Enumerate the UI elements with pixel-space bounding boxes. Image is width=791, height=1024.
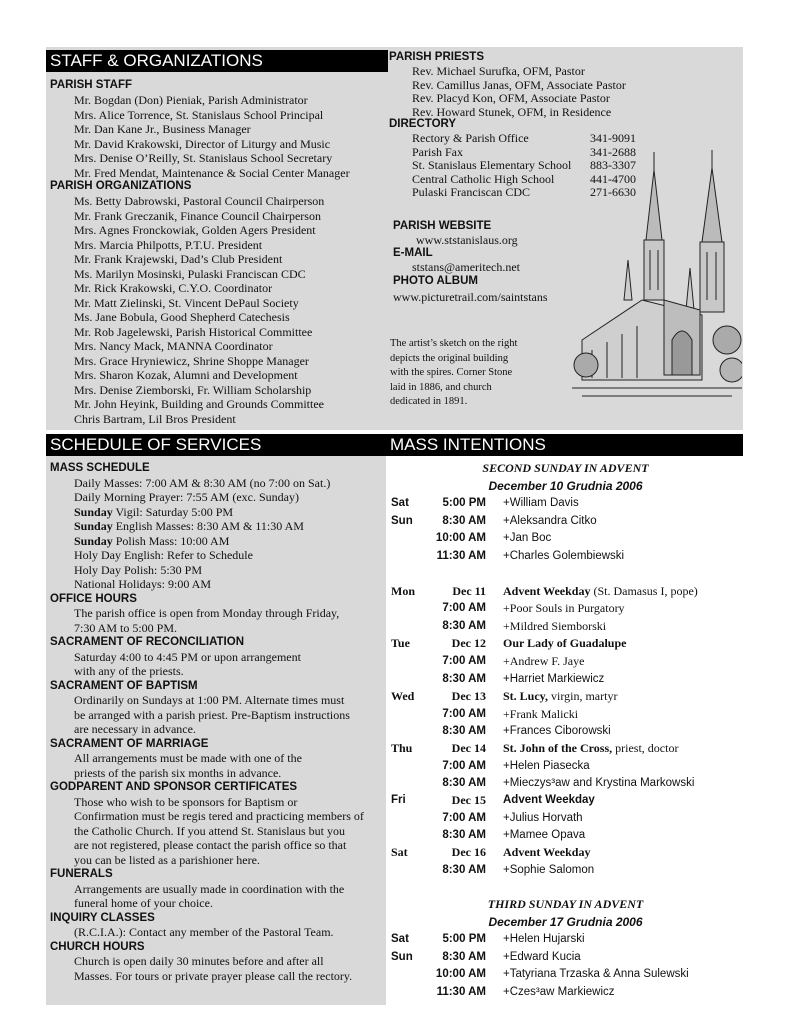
- intention-detail: +Julius Horvath: [503, 812, 583, 824]
- inquiry-line: (R.C.I.A.): Contact any member of the Pastoral Team.: [74, 925, 334, 939]
- intention-detail: +Mildred Siemborski: [503, 619, 607, 633]
- directory-heading: DIRECTORY: [389, 118, 457, 130]
- intention-detail: +Harriet Markiewicz: [503, 673, 605, 685]
- feast-name: Advent Weekday: [503, 845, 591, 859]
- organization-item: Mrs. Denise Ziemborski, Fr. William Scholarship: [74, 382, 312, 397]
- intention-text: [503, 496, 579, 510]
- intention-time: 7:00 AM: [442, 655, 486, 667]
- intention-text: [503, 932, 585, 946]
- intention-time: 8:30 AM: [442, 951, 486, 963]
- intention-time: 8:30 AM: [442, 829, 486, 841]
- godparent-line: Those who wish to be sponsors for Baptism or: [74, 794, 298, 809]
- mass-time-text: Daily Morning Prayer: 7:55 AM (exc. Sunday): [74, 490, 299, 504]
- organization-item: Ms. Marilyn Mosinski, Pulaski Franciscan CDC: [74, 266, 306, 281]
- staff-item: Mr. Fred Mendat, Maintenance & Social Center Manager: [74, 165, 350, 180]
- godparent-line: the Catholic Church. If you attend St. Stanislaus but you: [74, 823, 345, 838]
- intention-detail: +Czes³aw Markiewicz: [503, 986, 615, 998]
- intention-text: [503, 689, 617, 703]
- intention-detail: +Sophie Salomon: [503, 864, 595, 876]
- staff-item: Mr. David Krakowski, Director of Liturgy and Music: [74, 136, 331, 151]
- staff-item: Mrs. Alice Torrence, St. Stanislaus School Principal: [74, 107, 324, 122]
- intention-text: [503, 601, 625, 615]
- intention-time: 5:00 PM: [442, 497, 486, 509]
- intention-time: 8:30 AM: [442, 673, 486, 685]
- intention-detail: +Charles Golembiewski: [503, 550, 625, 562]
- directory-name: Rectory & Parish Office: [412, 131, 529, 145]
- intention-detail: +Jan Boc: [503, 532, 552, 544]
- organization-item: Mrs. Agnes Fronckowiak, Golden Agers President: [74, 223, 316, 237]
- intention-time: 7:00 AM: [442, 812, 486, 824]
- intention-time: 8:30 AM: [442, 777, 486, 789]
- caption-line: The artist’s sketch on the right: [390, 338, 518, 349]
- intention-day: Sun: [391, 515, 413, 527]
- priest-item: Rev. Howard Stunek, OFM, in Residence: [412, 104, 612, 119]
- church-hours-line: Masses. For tours or private prayer please call the rectory.: [74, 968, 353, 983]
- funerals-line: funeral home of your choice.: [74, 896, 213, 910]
- organization-item: Mr. Frank Greczanik, Finance Council Chairperson: [74, 208, 321, 223]
- intention-time: 7:00 AM: [442, 708, 486, 720]
- intention-detail: +Helen Hujarski: [503, 933, 585, 945]
- organization-item: Mr. Rick Krakowski, C.Y.O. Coordinator: [74, 281, 273, 295]
- organization-item: Mrs. Nancy Mack, MANNA Coordinator: [74, 339, 273, 353]
- organization-item: Mrs. Marcia Philpotts, P.T.U. President: [74, 237, 263, 252]
- intention-time: Dec 16: [451, 845, 486, 859]
- intention-time: 11:30 AM: [436, 550, 486, 562]
- intention-day: Sat: [391, 933, 409, 945]
- mass-time-text: Daily Masses: 7:00 AM & 8:30 AM (no 7:00 on Sat.): [74, 475, 331, 490]
- intention-text: [503, 741, 678, 755]
- intention-detail: +Andrew F. Jaye: [503, 654, 585, 668]
- intention-text: [503, 985, 615, 999]
- caption-line: with the spires. Corner Stone: [390, 367, 513, 378]
- intention-time: 8:30 AM: [442, 515, 486, 527]
- feast-name: Advent Weekday: [503, 794, 595, 806]
- reconciliation-line: Saturday 4:00 to 4:45 PM or upon arrangement: [74, 649, 301, 664]
- directory-name: Central Catholic High School: [412, 171, 555, 186]
- feast-name: Advent Weekday: [503, 584, 591, 598]
- office-hours-line: The parish office is open from Monday through Friday,: [74, 606, 340, 620]
- organization-item: Chris Bartram, Lil Bros President: [74, 411, 236, 426]
- intention-text: [503, 549, 624, 563]
- intention-detail: (St. Damasus I, pope): [590, 584, 698, 598]
- godparent-heading: GODPARENT AND SPONSOR CERTIFICATES: [50, 781, 298, 793]
- photo-album-link[interactable]: www.picturetrail.com/saintstans: [393, 290, 548, 304]
- mass-time-text: Holy Day English: Refer to Schedule: [74, 548, 253, 562]
- intention-text: [503, 724, 611, 738]
- intention-detail: +Tatyriana Trzaska & Anna Sulewski: [503, 968, 689, 980]
- intention-detail: +Aleksandra Citko: [503, 515, 597, 527]
- intention-day: Wed: [391, 689, 415, 703]
- intention-detail: virgin, martyr: [548, 689, 618, 703]
- intention-detail: priest, doctor: [612, 741, 679, 755]
- email-link[interactable]: ststans@ameritech.net: [412, 260, 521, 274]
- mass-schedule-line: [74, 534, 229, 548]
- organization-item: Mrs. Sharon Kozak, Alumni and Development: [74, 368, 298, 382]
- organization-item: Ms. Betty Dabrowski, Pastoral Council Chairperson: [74, 194, 325, 208]
- mass-day-label: Sunday: [74, 504, 113, 519]
- intention-text: [503, 950, 581, 964]
- intention-time: Dec 12: [451, 636, 486, 650]
- photo-album-heading: PHOTO ALBUM: [393, 275, 478, 287]
- intention-detail: +Frances Ciborowski: [503, 725, 611, 737]
- intentions-title: MASS INTENTIONS: [386, 434, 743, 456]
- organization-item: Ms. Jane Bobula, Good Shepherd Catechesis: [74, 310, 290, 324]
- email-heading: E-MAIL: [393, 247, 433, 259]
- intention-detail: +Mamee Opava: [503, 829, 586, 841]
- directory-name: Parish Fax: [412, 144, 463, 159]
- intention-detail: +Mieczys³aw and Krystina Markowski: [503, 777, 695, 789]
- reconciliation-line: with any of the priests.: [74, 664, 184, 678]
- inquiry-heading: INQUIRY CLASSES: [50, 911, 155, 924]
- week2-date: December 17 Grudnia 2006: [488, 915, 643, 929]
- directory-name: St. Stanislaus Elementary School: [412, 158, 572, 172]
- parish-priests-heading: PARISH PRIESTS: [389, 51, 484, 63]
- feast-name: Our Lady of Guadalupe: [503, 636, 627, 650]
- mass-schedule-line: [74, 476, 330, 490]
- intention-time: 7:00 AM: [442, 760, 486, 772]
- mass-time-text: Polish Mass: 10:00 AM: [112, 533, 230, 548]
- week1-title: SECOND SUNDAY IN ADVENT: [482, 461, 649, 475]
- intention-detail: +William Davis: [503, 497, 579, 509]
- intention-time: Dec 11: [452, 584, 486, 598]
- reconciliation-heading: SACRAMENT OF RECONCILIATION: [50, 636, 245, 648]
- priest-item: Rev. Michael Surufka, OFM, Pastor: [412, 64, 585, 78]
- baptism-heading: SACRAMENT OF BAPTISM: [50, 679, 198, 692]
- intention-text: [503, 863, 594, 877]
- godparent-line: you can be listed as a parishioner here.: [74, 852, 260, 867]
- staff-title: STAFF & ORGANIZATIONS: [46, 50, 388, 72]
- mass-schedule-line: [74, 505, 233, 519]
- intention-text: [503, 828, 585, 842]
- intention-day: Sun: [391, 951, 413, 963]
- intention-text: [503, 531, 551, 545]
- website-heading: PARISH WEBSITE: [393, 220, 492, 232]
- mass-schedule-heading: MASS SCHEDULE: [50, 462, 150, 474]
- baptism-line: are necessary in advance.: [74, 722, 196, 736]
- intention-text: [503, 636, 626, 650]
- intention-time: Dec 15: [451, 793, 486, 807]
- intention-text: [503, 759, 590, 773]
- intention-time: 8:30 AM: [442, 864, 486, 876]
- feast-name: St. Lucy,: [503, 689, 549, 703]
- intention-text: [503, 811, 583, 825]
- mass-day-label: Sunday: [74, 533, 113, 548]
- intention-detail: +Frank Malicki: [503, 707, 579, 721]
- intention-detail: +Poor Souls in Purgatory: [503, 601, 625, 615]
- intention-day: Sat: [391, 845, 408, 859]
- intention-time: 10:00 AM: [435, 532, 486, 544]
- week1-date: December 10 Grudnia 2006: [488, 479, 643, 493]
- intention-text: [503, 707, 578, 721]
- organization-item: Mr. Rob Jagelewski, Parish Historical Committee: [74, 324, 313, 339]
- priest-item: Rev. Placyd Kon, OFM, Associate Pastor: [412, 91, 610, 105]
- directory-phone: 271-6630: [590, 185, 636, 199]
- intention-time: Dec 14: [451, 741, 486, 755]
- directory-phone: 883-3307: [590, 158, 636, 172]
- directory-name: Pulaski Franciscan CDC: [412, 185, 530, 199]
- intention-text: [503, 514, 597, 528]
- priest-item: Rev. Camillus Janas, OFM, Associate Pastor: [412, 77, 626, 92]
- directory-phone: 341-9091: [590, 131, 636, 145]
- intention-day: Thu: [391, 741, 413, 755]
- intention-detail: +Helen Piasecka: [503, 760, 590, 772]
- godparent-line: are not registered, please contact the parish office so that: [74, 838, 347, 852]
- organization-item: Mr. Frank Krajewski, Dad’s Club President: [74, 252, 283, 266]
- staff-item: Mr. Dan Kane Jr., Business Manager: [74, 122, 251, 136]
- mass-day-label: Sunday: [74, 519, 113, 533]
- organization-item: Mr. John Heyink, Building and Grounds Committee: [74, 397, 324, 411]
- intention-day: Mon: [391, 584, 415, 598]
- baptism-line: be arranged with a parish priest. Pre-Baptism instructions: [74, 707, 350, 722]
- intention-time: 7:00 AM: [442, 602, 486, 614]
- caption-line: laid in 1886, and church: [390, 381, 492, 393]
- caption-line: depicts the original building: [390, 352, 509, 364]
- mass-time-text: National Holidays: 9:00 AM: [74, 577, 211, 591]
- mass-time-text: Vigil: Saturday 5:00 PM: [112, 504, 234, 519]
- intention-time: 11:30 AM: [436, 986, 486, 998]
- intention-time: 8:30 AM: [442, 725, 486, 737]
- feast-name: St. John of the Cross,: [503, 741, 613, 755]
- intention-day: Tue: [391, 636, 410, 650]
- baptism-line: Ordinarily on Sundays at 1:00 PM. Alternate times must: [74, 693, 345, 707]
- mass-schedule-line: [74, 577, 211, 591]
- mass-time-text: English Masses: 8:30 AM & 11:30 AM: [112, 519, 304, 533]
- intention-text: [503, 793, 595, 807]
- intention-text: [503, 776, 694, 790]
- organization-item: Mrs. Grace Hryniewicz, Shrine Shoppe Manager: [74, 353, 309, 368]
- parish-staff-heading: PARISH STAFF: [50, 79, 132, 91]
- church-hours-heading: CHURCH HOURS: [50, 940, 145, 953]
- intention-text: [503, 654, 584, 668]
- caption-line: dedicated in 1891.: [390, 396, 468, 407]
- intention-day: Fri: [391, 794, 406, 806]
- intention-text: [503, 967, 689, 981]
- intention-text: [503, 619, 606, 633]
- godparent-line: Confirmation must be regis tered and practicing members of: [74, 809, 364, 823]
- directory-phone: 441-4700: [590, 171, 636, 186]
- marriage-line: priests of the parish six months in advance.: [74, 765, 282, 780]
- marriage-line: All arrangements must be made with one of the: [74, 751, 302, 765]
- mass-schedule-line: [74, 563, 202, 577]
- intention-text: [503, 845, 590, 859]
- intention-time: 10:00 AM: [435, 968, 486, 980]
- staff-item: Mrs. Denise O’Reilly, St. Stanislaus School Secretary: [74, 151, 333, 165]
- funerals-line: Arrangements are usually made in coordination with the: [74, 881, 345, 896]
- church-hours-line: Church is open daily 30 minutes before and after all: [74, 954, 324, 968]
- mass-time-text: Holy Day Polish: 5:30 PM: [74, 562, 203, 577]
- mass-schedule-line: [74, 490, 299, 504]
- week2-title: THIRD SUNDAY IN ADVENT: [487, 897, 644, 911]
- intention-text: [503, 584, 698, 598]
- office-hours-line: 7:30 AM to 5:00 PM.: [74, 620, 178, 635]
- website-link[interactable]: www.ststanislaus.org: [416, 233, 518, 247]
- intention-time: 5:00 PM: [442, 933, 486, 945]
- marriage-heading: SACRAMENT OF MARRIAGE: [50, 737, 209, 750]
- intention-text: [503, 672, 604, 686]
- organization-item: Mr. Matt Zielinski, St. Vincent DePaul Society: [74, 295, 299, 310]
- schedule-title: SCHEDULE OF SERVICES: [46, 434, 388, 456]
- mass-schedule-line: [74, 548, 253, 562]
- intention-detail: +Edward Kucia: [503, 951, 581, 963]
- funerals-heading: FUNERALS: [50, 868, 113, 880]
- mass-schedule-line: [74, 519, 304, 533]
- intention-day: Sat: [391, 497, 409, 509]
- parish-organizations-heading: PARISH ORGANIZATIONS: [50, 180, 192, 192]
- directory-phone: 341-2688: [590, 144, 636, 159]
- intention-time: 8:30 AM: [442, 620, 486, 632]
- intention-time: Dec 13: [451, 689, 486, 703]
- church-sketch-image: [572, 150, 742, 410]
- staff-item: Mr. Bogdan (Don) Pieniak, Parish Administrator: [74, 93, 308, 107]
- office-hours-heading: OFFICE HOURS: [50, 592, 137, 605]
